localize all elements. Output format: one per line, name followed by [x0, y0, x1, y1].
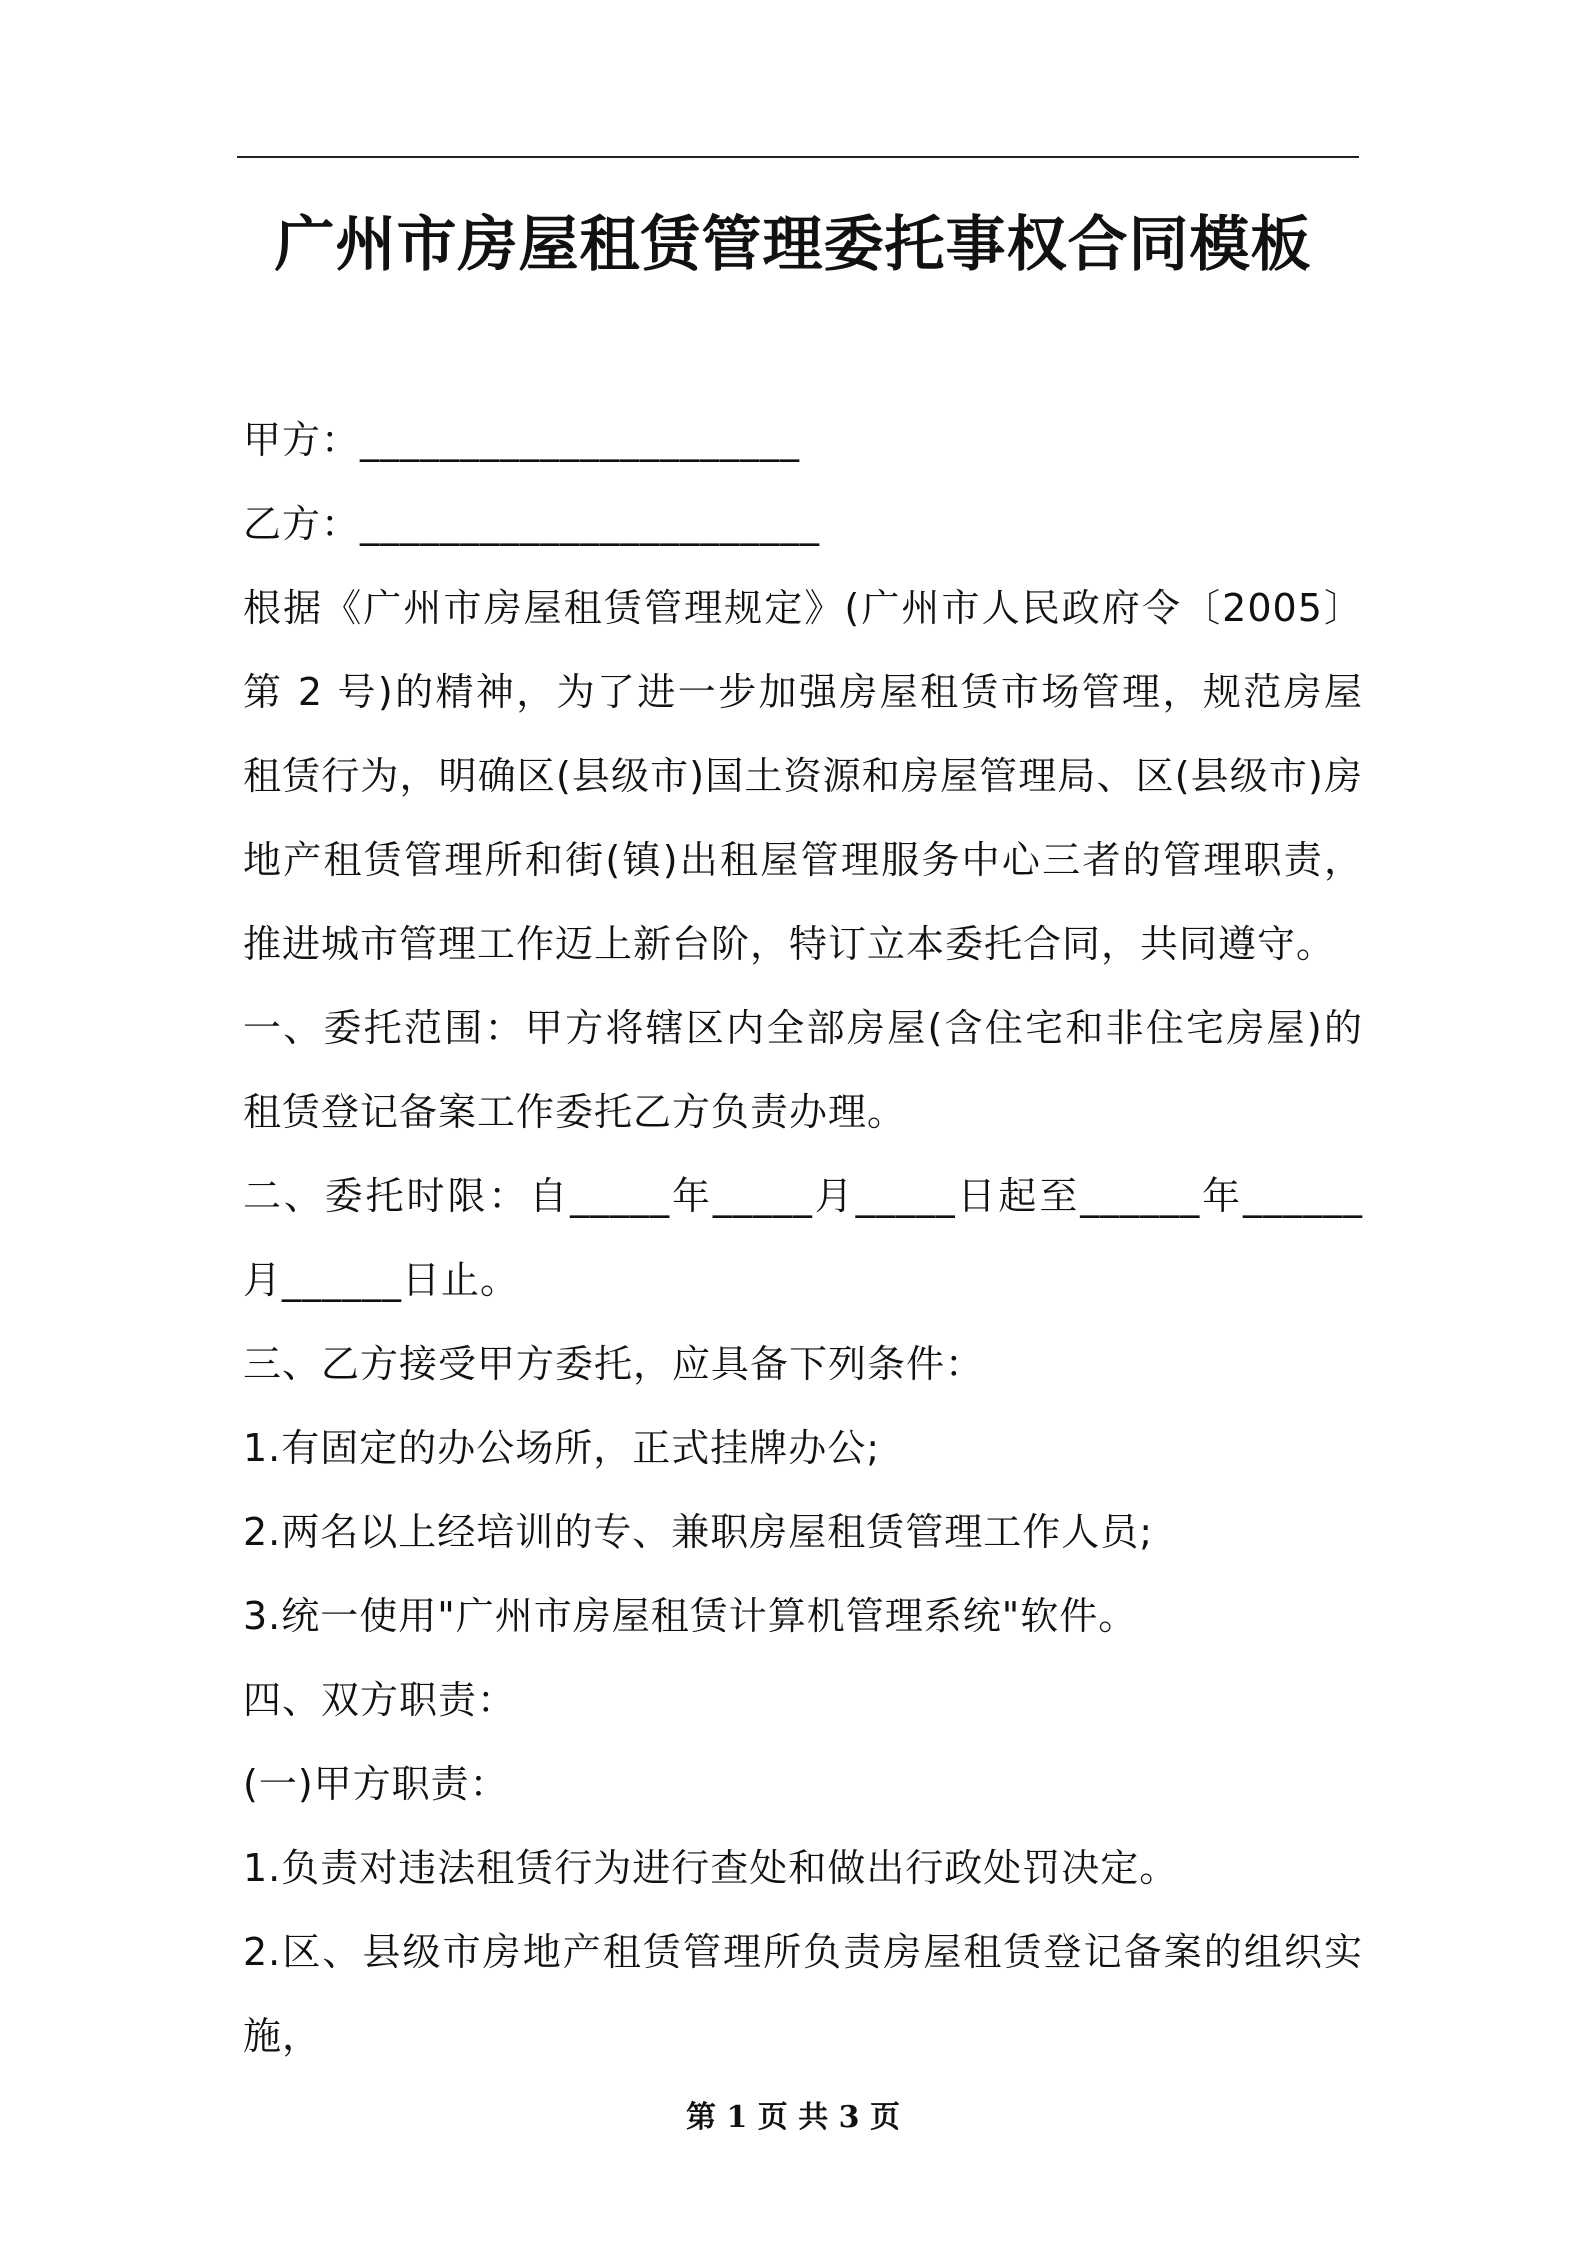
clause-scope: 一、委托范围：甲方将辖区内全部房屋(含住宅和非住宅房屋)的租赁登记备案工作委托乙方负责办理。	[243, 1006, 1363, 1134]
party-a-duties-heading: (一)甲方职责：	[243, 1762, 509, 1806]
condition-item-3: 3.统一使用"广州市房屋租赁计算机管理系统"软件。	[243, 1594, 1138, 1638]
party-b-line: 乙方：_______________________	[243, 502, 821, 546]
clause-term: 二、委托时限：自_____年_____月_____日起至______年______月______日止。	[243, 1174, 1363, 1302]
party-a-duty-1: 1.负责对违法租赁行为进行查处和做出行政处罚决定。	[243, 1846, 1179, 1890]
header-rule	[237, 156, 1359, 158]
clause-duties-heading: 四、双方职责：	[243, 1678, 517, 1722]
document-body	[243, 398, 1363, 2078]
document-title: 广州市房屋租赁管理委托事权合同模板	[274, 210, 1312, 280]
preamble-paragraph: 根据《广州市房屋租赁管理规定》(广州市人民政府令〔2005〕第 2 号)的精神，为了进一步加强房屋租赁市场管理，规范房屋租赁行为，明确区(县级市)国土资源和房屋管理局、区(县级市)房地产租赁管理所和街(镇)出租屋管理服务中心三者的管理职责，推进城市管理工作迈上新台阶，特订立本委托合同，共同遵守。	[243, 586, 1363, 966]
condition-item-2: 2.两名以上经培训的专、兼职房屋租赁管理工作人员;	[243, 1510, 1154, 1554]
party-a-duty-2: 2.区、县级市房地产租赁管理所负责房屋租赁登记备案的组织实施，	[243, 1930, 1363, 2058]
page-number-footer: 第 1 页 共 3 页	[686, 2100, 900, 2135]
clause-conditions-heading: 三、乙方接受甲方委托，应具备下列条件：	[243, 1342, 985, 1386]
condition-item-1: 1.有固定的办公场所，正式挂牌办公;	[243, 1426, 881, 1470]
party-a-line: 甲方：______________________	[243, 418, 801, 462]
